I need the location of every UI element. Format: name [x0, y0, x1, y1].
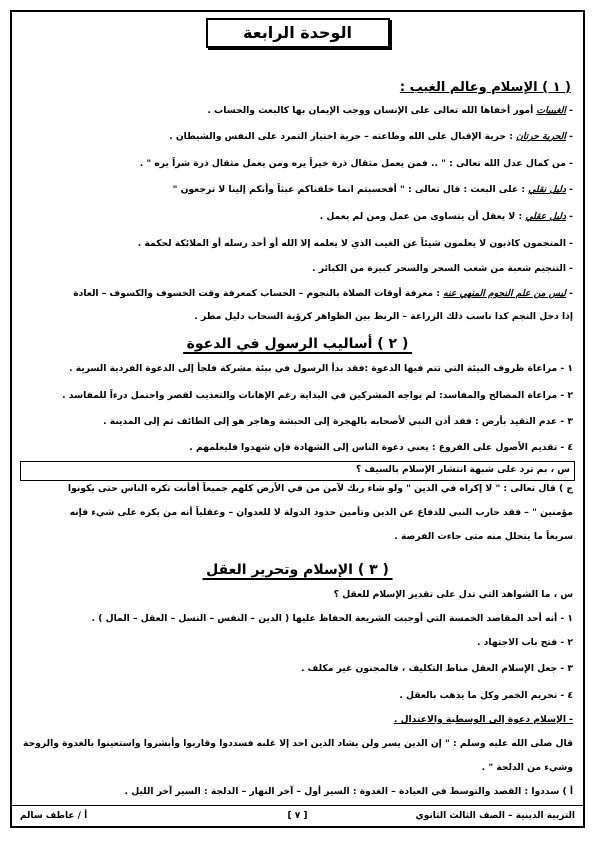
s1-text: : لا يعقل أن يتساوى من عمل ومن لم يعمل .	[319, 211, 526, 222]
s1-line	[22, 157, 573, 171]
footer-divider	[12, 805, 583, 806]
s2-line: ٣ - عدم التقيد بأرض : فقد أذن النبي لأصحابه بالهجرة إلى الحبشة وهاجر هو إلى الطائف ثم إلى المدينة .	[103, 416, 573, 427]
bullet: -	[565, 158, 573, 169]
s1-line	[22, 210, 573, 224]
s2-line: ١ - مراعاة ظروف البيئة التي تتم فيها الدعوة :فقد بدأ الرسول في بيئة مشركة فلجأ إلى الدعوة الفردية السرية .	[69, 363, 573, 374]
s3-line: ١ - أنه أحد المقاصد الخمسة التي أوجبت الشريعة الحفاظ عليها ( الدين – النفس – النسل – العقل – المال ) .	[91, 613, 573, 624]
s3-question: س ، ما الشواهد التي تدل على تقدير الإسلام للعقل ؟	[333, 589, 573, 600]
s1-keyword: دليل عقلي	[525, 211, 566, 222]
bullet: -	[565, 211, 573, 222]
s1-line	[22, 287, 573, 301]
footer-course: التربية الدينية – الصف الثالث الثانوي	[415, 811, 575, 821]
document-page	[10, 10, 585, 828]
question-box	[20, 461, 575, 481]
bullet: -	[565, 288, 573, 299]
s1-text: المنجمون كاذبون لا يعلمون شيئاً عن الغيب الذي لا يعلمه إلا الله أو أحد رسله أو الملائكة لحكمة .	[137, 238, 566, 249]
section-3-heading	[202, 562, 393, 578]
hadith-line: قال صلى الله عليه وسلم : " إن الدين يسر ولن يشاد الدين احد إلا غلبه فسددوا وقاربوا وأبشروا واستعينوا بالغدوة والروحة	[23, 738, 573, 749]
s1-line	[22, 183, 573, 197]
s1-line	[22, 310, 573, 324]
bullet: -	[565, 131, 573, 142]
section-2-heading	[183, 336, 413, 352]
s1-line	[22, 130, 573, 144]
moderation-heading: - الإسلام دعوة إلى الوسطية والاعتدال .	[393, 714, 573, 725]
s1-keyword: الحرية حرتان	[516, 131, 566, 142]
s3-line: ٢ - فتح باب الاجتهاد .	[476, 637, 573, 648]
bullet: -	[565, 263, 573, 274]
s3-line: ٤ - تحريم الخمر وكل ما يذهب بالعقل .	[399, 690, 573, 701]
footer-author: أ / عاطف سالم	[20, 811, 88, 821]
s1-text: أمور أخفاها الله تعالى على الإنسان ووجب الإيمان بها كالبعث والحساب .	[207, 105, 537, 116]
bullet: -	[565, 105, 573, 116]
s1-keyword: الغيبيات	[536, 105, 566, 116]
glossary-line: أ ) سددوا : القصد والتوسط في العبادة – الغدوة : السير أول – آخر النهار – الدلجة : السير آخر الليل .	[124, 786, 573, 797]
unit-title: الوحدة الرابعة	[206, 18, 390, 48]
s1-keyword: ليس من علم النجوم المنهي عنه	[443, 288, 566, 299]
page-footer	[20, 808, 575, 824]
s1-text: التنجيم شعبة من شعب السحر والسحر كبيرة من الكبائر .	[312, 263, 566, 274]
bullet: -	[565, 238, 573, 249]
s1-keyword: دليل نقلي	[528, 184, 566, 195]
q1-question: س ، بم ترد على شبهة انتشار الإسلام بالسيف ؟	[355, 464, 570, 475]
section-1-heading: ( ١ ) الإسلام وعالم الغيب :	[399, 80, 571, 95]
s2-line: ٤ - تقديم الأصول على الفروع : يعني دعوة الناس إلى الشهادة فإن شهدوا فليعلمهم .	[189, 442, 573, 453]
page-number: [ ٧ ]	[287, 811, 308, 821]
section-2-heading-text: ( ٢ ) أساليب الرسول في الدعوة	[183, 336, 413, 354]
s1-text: : معرفة أوقات الصلاة بالنجوم – الحساب كمعرفة وقت الخسوف والكسوف – العادة	[73, 288, 444, 299]
q1-answer: سريعاً ما يتحلل منه متى جاءت الفرصة .	[394, 531, 573, 542]
q1-answer: مؤمنين " – فقد حارب النبي للدفاع عن الدين وتأمين حدود الدولة لا للعدوان – وعقلياً أنه من يكره على شيء فإنه	[69, 507, 573, 518]
s3-line: ٣ - جعل الإسلام العقل مناط التكليف ، فالمجنون غير مكلف .	[300, 663, 573, 674]
s1-line	[22, 237, 573, 251]
q1-answer: ج ) قال تعالى : " لا إكراه في الدين " ولو شاء ربك لآمن من في الأرض كلهم جميعاً أفأنت تكره الناس حتى يكونوا	[67, 483, 573, 494]
s1-line	[22, 104, 573, 118]
s2-line: ٢ - مراعاة المصالح والمفاسد: لم يواجه المشركين في البداية رغم الإهانات والتعذيب لقصر واحتمل درءاً للمفاسد .	[62, 390, 573, 401]
section-3-heading-text: ( ٣ ) الإسلام وتحرير العقل	[202, 562, 393, 580]
bullet: -	[565, 184, 573, 195]
hadith-line: وشيء من الدلجة " .	[481, 762, 573, 773]
s1-text: إذا دخل النجم كذا ناسب ذلك الزراعة – الربط بين الظواهر كرؤية السحاب دليل مطر .	[194, 311, 573, 322]
s1-text: : حرية الإقبال على الله وطاعته – حرية اختيار التمرد على النفس والشيطان .	[169, 131, 517, 142]
s1-text: من كمال عدل الله تعالى : " .. فمن يعمل مثقال ذرة خيراً يره ومن يعمل مثقال ذرة شراً يره " .	[139, 158, 566, 169]
s1-text: : على البعث : قال تعالى : " أفحسبتم انما خلقناكم عبثاً وأنكم إلينا لا ترجعون "	[172, 184, 529, 195]
s1-line	[22, 262, 573, 276]
